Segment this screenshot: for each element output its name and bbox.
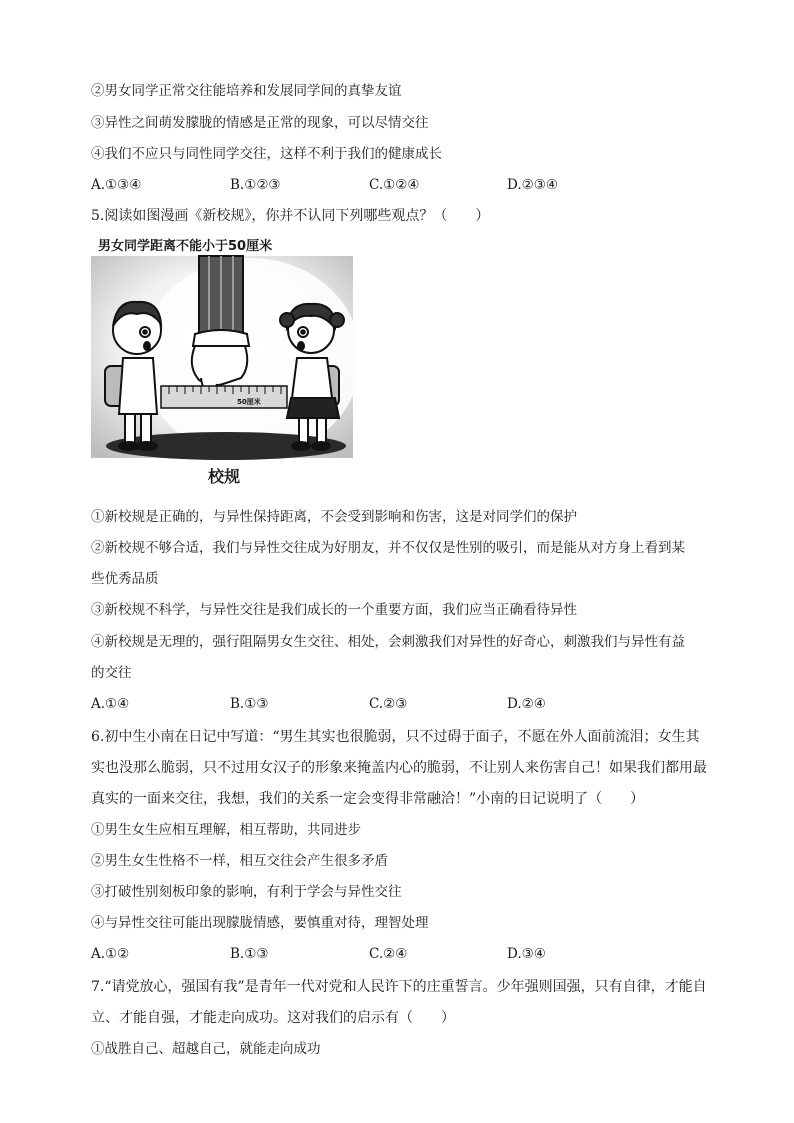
q5-statement-4: ④新校规是无理的，强行阻隔男女生交往、相处，会刺激我们对异性的好奇心，刺激我们与异性有益 xyxy=(91,634,685,650)
q6-option-a[interactable]: A.①② xyxy=(91,946,130,962)
q4-option-b[interactable]: B.①②③ xyxy=(230,177,281,193)
q6-stem-cont-2: 真实的一面来交往，我想，我们的关系一定会变得非常融洽！”小南的日记说明了（ ） xyxy=(91,791,645,807)
q4-options xyxy=(91,175,711,195)
q5-option-d[interactable]: D.②④ xyxy=(507,696,546,712)
ruler-label: 50厘米 xyxy=(237,398,261,406)
q4-statement-3: ③异性之间萌发朦胧的情感是正常的现象，可以尽情交往 xyxy=(91,115,429,131)
q6-statement-4: ④与异性交往可能出现朦胧情感，要慎重对待，理智处理 xyxy=(91,915,429,931)
q5-options xyxy=(91,694,711,714)
q6-option-b[interactable]: B.①③ xyxy=(230,946,269,962)
q7-stem: 7.“请党放心，强国有我”是青年一代对党和人民许下的庄重誓言。少年强则国强，只有自律，才能自 xyxy=(91,979,707,995)
q6-statement-3: ③打破性别刻板印象的影响，有利于学会与异性交往 xyxy=(91,884,402,900)
q6-option-c[interactable]: C.②④ xyxy=(369,946,408,962)
q5-statement-2-cont: 些优秀品质 xyxy=(91,571,159,587)
q5-option-a[interactable]: A.①④ xyxy=(91,696,130,712)
q6-options xyxy=(91,944,711,964)
comic-new-school-rule xyxy=(91,238,353,490)
q5-statement-4-cont: 的交往 xyxy=(91,665,132,681)
ruler xyxy=(161,386,287,408)
q4-statement-2: ②男女同学正常交往能培养和发展同学间的真挚友谊 xyxy=(91,83,402,99)
q4-option-c[interactable]: C.①②④ xyxy=(369,177,420,193)
q4-option-a[interactable]: A.①③④ xyxy=(91,177,142,193)
comic-caption: 男女同学距离不能小于50厘米 xyxy=(98,239,273,254)
q5-stem: 5.阅读如图漫画《新校规》，你并不认同下列哪些观点？（ ） xyxy=(91,208,490,224)
q5-option-b[interactable]: B.①③ xyxy=(230,696,269,712)
q5-statement-1: ①新校规是正确的，与异性保持距离，不会受到影响和伤害，这是对同学们的保护 xyxy=(91,509,577,525)
comic-footer-title: 校规 xyxy=(208,467,241,486)
q6-option-d[interactable]: D.③④ xyxy=(507,946,546,962)
q5-statement-2: ②新校规不够合适，我们与异性交往成为好朋友，并不仅仅是性别的吸引，而是能从对方身上看到某 xyxy=(91,540,685,556)
q6-stem: 6.初中生小南在日记中写道：“男生其实也很脆弱，只不过碍于面子，不愿在外人面前流泪；女生其 xyxy=(91,729,700,745)
q4-option-d[interactable]: D.②③④ xyxy=(507,177,558,193)
q6-statement-1: ①男生女生应相互理解，相互帮助，共同进步 xyxy=(91,822,361,838)
q7-statement-1: ①战胜自己、超越自己，就能走向成功 xyxy=(91,1041,321,1057)
q5-option-c[interactable]: C.②③ xyxy=(369,696,408,712)
q4-statement-4: ④我们不应只与同性同学交往，这样不利于我们的健康成长 xyxy=(91,146,442,162)
q6-stem-cont-1: 实也没那么脆弱，只不过用女汉子的形象来掩盖内心的脆弱，不让别人来伤害自己！如果我们都用最 xyxy=(91,760,707,776)
hand-with-ruler xyxy=(192,256,249,396)
q5-statement-3: ③新校规不科学，与异性交往是我们成长的一个重要方面，我们应当正确看待异性 xyxy=(91,602,577,618)
q7-stem-cont: 立、才能自强，才能走向成功。这对我们的启示有（ ） xyxy=(91,1010,455,1026)
q6-statement-2: ②男生女生性格不一样，相互交往会产生很多矛盾 xyxy=(91,853,388,869)
